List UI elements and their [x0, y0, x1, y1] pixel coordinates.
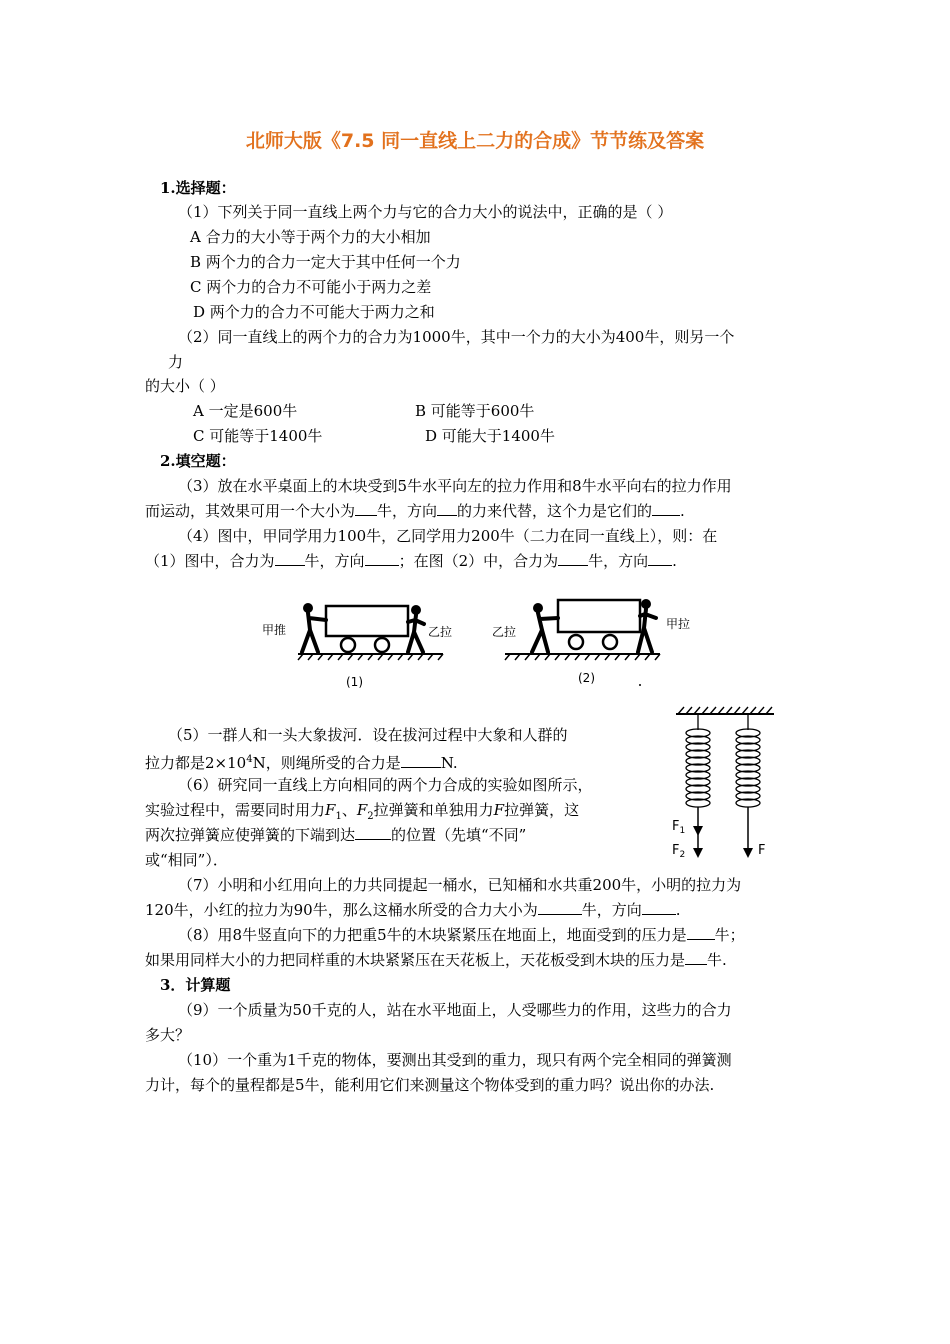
q10-line-a: （10）一个重为1千克的物体，要测出其受到的重力，现只有两个完全相同的弹簧测: [178, 1051, 732, 1069]
q5-line-a: （5）一群人和一头大象拔河．设在拔河过程中大象和人群的: [168, 726, 568, 744]
q3-line-a: （3）放在水平桌面上的木块受到5牛水平向左的拉力作用和8牛水平向右的拉力作用: [178, 477, 732, 495]
q7-line-b: 120牛，小红的拉力为90牛，那么这桶水所受的合力大小为 牛，方向 .: [145, 901, 681, 919]
q1-option-b: B 两个力的合力一定大于其中任何一个力: [190, 253, 461, 271]
q9-line-b: 多大？: [145, 1026, 191, 1044]
q6-line-c: 两次拉弹簧应使弹簧的下端到达 的位置（先填“不同”: [145, 826, 527, 844]
spring-right: [736, 714, 760, 850]
fig2-caption: (2): [578, 671, 595, 685]
ceiling-hatch: [678, 707, 772, 714]
answer-blank[interactable]: [355, 501, 377, 516]
section-heading-fill: 2.填空题：: [160, 452, 236, 470]
label-f: F: [758, 843, 766, 858]
q7-line-a: （7）小明和小红用向上的力共同提起一桶水，已知桶和水共重200牛，小明的拉力为: [178, 876, 742, 894]
q2-stem-c: 的大小（ ）: [145, 377, 225, 395]
arrow-f2: [693, 848, 703, 858]
q1-option-d: D 两个力的合力不可能大于两力之和: [193, 303, 435, 321]
person-pulling-left: [532, 603, 558, 652]
q5-line-b: 拉力都是$2\times 10^4N$，则绳所受的合力是 N.: [145, 754, 458, 772]
fig1-caption: (1): [346, 675, 363, 689]
answer-blank[interactable]: [401, 753, 441, 768]
arrow-f: [743, 848, 753, 858]
cart-body: [326, 606, 408, 636]
cart-figure-2: [490, 594, 700, 694]
person-pushing: [302, 603, 326, 652]
spring-figure: [662, 700, 782, 865]
q4-line-b: （1）图中，合力为 牛，方向 ；在图（2）中，合力为 牛，方向 .: [145, 552, 677, 570]
q2-option-b: B 可能等于600牛: [415, 402, 535, 420]
arrow-f1: [693, 826, 703, 836]
person-pulling: [408, 605, 424, 652]
answer-blank[interactable]: [642, 900, 676, 915]
label-f1: $F_1$: [672, 819, 686, 836]
answer-blank[interactable]: [558, 551, 588, 566]
answer-blank[interactable]: [648, 551, 672, 566]
section-heading-choice: 1.选择题：: [160, 179, 236, 197]
stray-dot: [639, 684, 641, 686]
q6-line-a: （6）研究同一直线上方向相同的两个力合成的实验如图所示，: [178, 776, 593, 794]
q8-line-b: 如果用同样大小的力把同样重的木块紧紧压在天花板上，天花板受到木块的压力是 牛.: [145, 951, 727, 969]
q1-stem: （1）下列关于同一直线上两个力与它的合力大小的说法中，正确的是（ ）: [178, 203, 673, 221]
section-heading-calc: 3．计算题: [160, 976, 231, 994]
q6-line-b: 实验过程中，需要同时用力$F_1$、$F_2$拉弹簧和单独用力F拉弹簧，这: [145, 801, 580, 822]
q6-line-d: 或“相同”）．: [145, 851, 228, 869]
label-f2: $F_2$: [672, 843, 686, 860]
q2-option-d: D 可能大于1400牛: [425, 427, 555, 445]
fig1-left-label: 甲推: [262, 623, 287, 637]
answer-blank[interactable]: [538, 900, 582, 915]
answer-blank[interactable]: [685, 950, 707, 965]
q4-line-a: （4）图中，甲同学用力100牛，乙同学用力200牛（二力在同一直线上），则：在: [178, 527, 718, 545]
page-title: 北师大版《7.5 同一直线上二力的合成》节节练及答案: [245, 130, 705, 152]
fig2-right-label: 甲拉: [666, 617, 691, 631]
q3-line-b: 而运动，其效果可用一个大小为 牛，方向 的力来代替，这个力是它们的 .: [145, 502, 685, 520]
q2-option-a: A 一定是600牛: [193, 402, 298, 420]
q10-line-b: 力计，每个的量程都是5牛，能利用它们来测量这个物体受到的重力吗？说出你的办法.: [145, 1076, 715, 1094]
cart-wheel: [375, 638, 389, 652]
fig2-left-label: 乙拉: [492, 625, 517, 639]
answer-blank[interactable]: [275, 551, 305, 566]
q2-option-c: C 可能等于1400牛: [193, 427, 323, 445]
answer-blank[interactable]: [437, 501, 457, 516]
cart-figure-1: [258, 596, 458, 696]
cart-wheel: [603, 635, 617, 649]
cart-body: [558, 600, 640, 632]
q1-option-c: C 两个力的合力不可能小于两力之差: [190, 278, 432, 296]
cart-wheel: [569, 635, 583, 649]
q9-line-a: （9）一个质量为50千克的人，站在水平地面上，人受哪些力的作用，这些力的合力: [178, 1001, 732, 1019]
cart-wheel: [341, 638, 355, 652]
q8-line-a: （8）用8牛竖直向下的力把重5牛的木块紧紧压在地面上，地面受到的压力是 牛；: [178, 926, 745, 944]
q2-stem-b: 力: [168, 353, 184, 371]
fig1-right-label: 乙拉: [428, 625, 453, 639]
answer-blank[interactable]: [687, 925, 715, 940]
answer-blank[interactable]: [652, 501, 680, 516]
q2-stem-a: （2）同一直线上的两个力的合力为1000牛，其中一个力的大小为400牛，则另一个: [178, 328, 735, 346]
answer-blank[interactable]: [365, 551, 399, 566]
q1-option-a: A 合力的大小等于两个力的大小相加: [190, 228, 431, 246]
answer-blank[interactable]: [355, 825, 391, 840]
